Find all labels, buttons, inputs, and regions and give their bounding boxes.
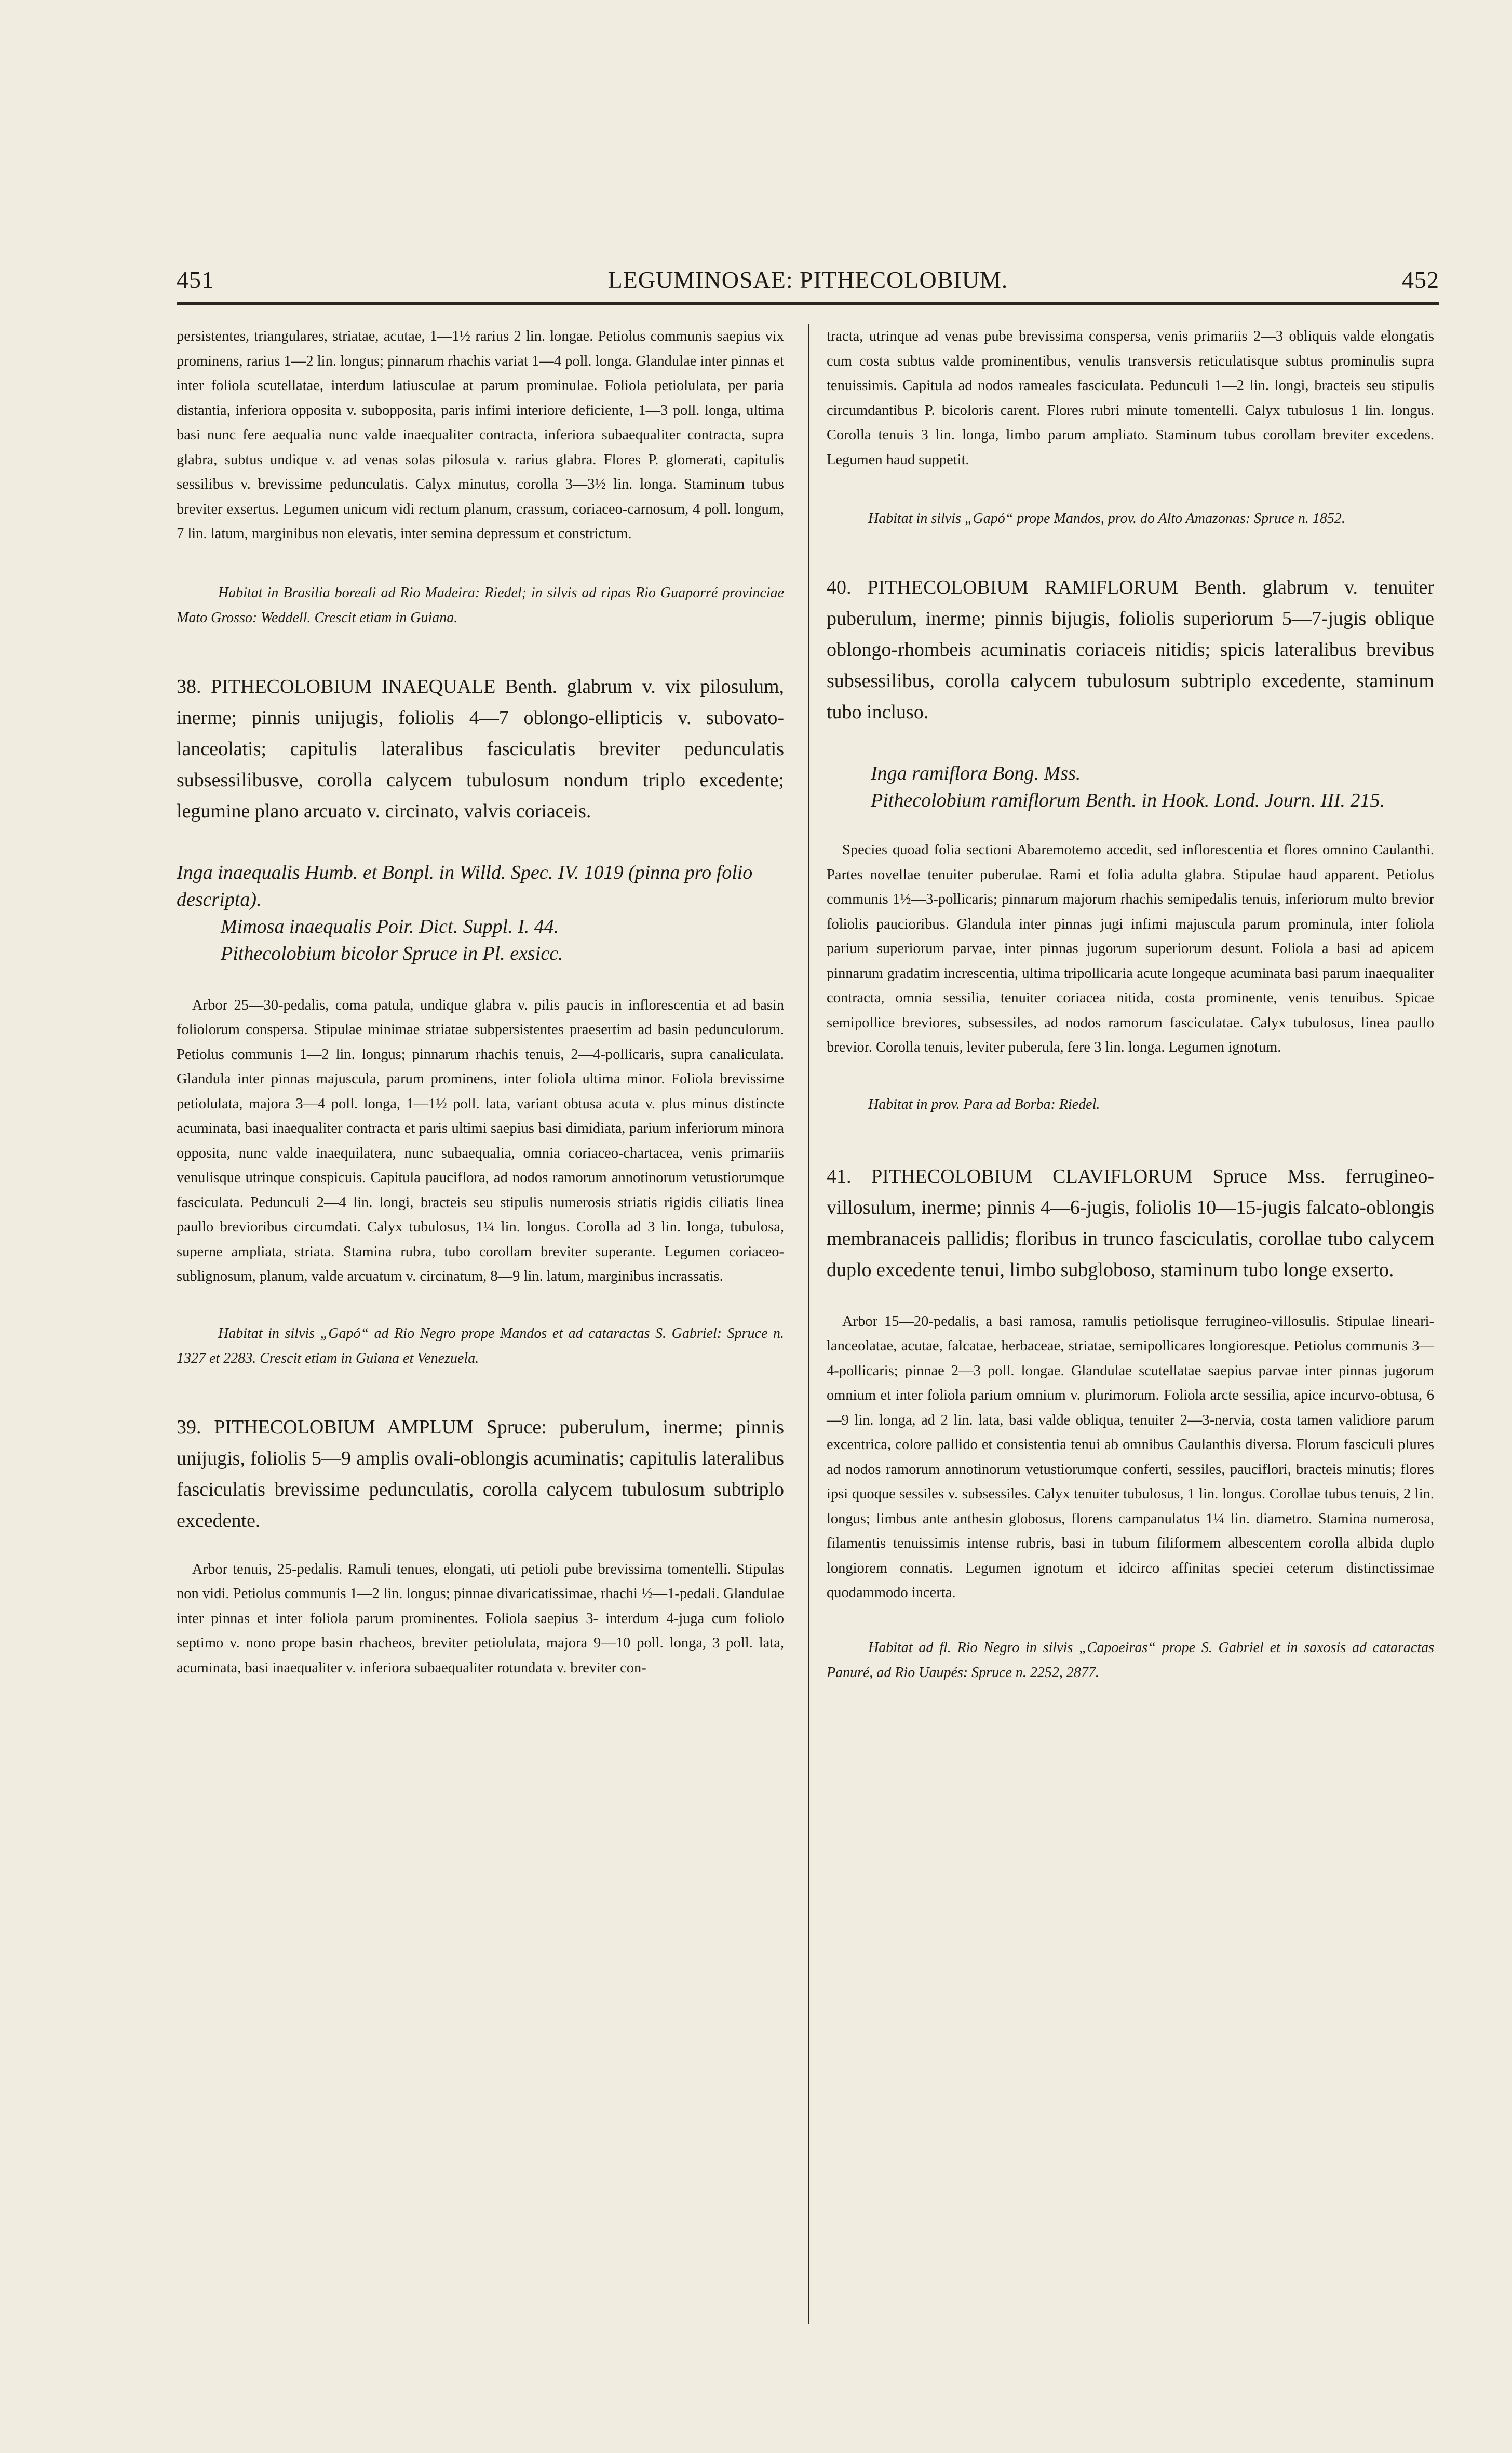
page-header (177, 266, 1439, 302)
habitat-38: Habitat in silvis „Gapó“ ad Rio Negro prope Mandos et ad cataractas S. Gabriel: Spruce n. 1327 et 2283. Crescit etiam in Guiana et Venezuela. (177, 1325, 784, 1366)
synonym: Pithecolobium bicolor Spruce in Pl. exsicc. (221, 942, 563, 964)
species-40-diagnosis: 40. PITHECOLOBIUM RAMIFLORUM Benth. glabrum v. tenuiter puberulum, inerme; pinnis bijugis, foliolis superiorum 5—7-jugis oblique oblongo-rhombeis acuminatis coriaceis nitidis; spicis lateralibus brevibus subsessilibus, corolla calycem tubulosum subtriplo excedente, staminum tubo incluso. (827, 577, 1434, 723)
synonyms-38 (177, 859, 784, 967)
continued-description: persistentes, triangulares, striatae, acutae, 1—1½ rarius 2 lin. longae. Petiolus communis saepius vix prominens, rarius 1—2 lin. longus; pinnarum rhachis variat 1—4 poll. longa. Glandulae inter pinnas et inter foliola scutellatae, interdum latiusculae at parum prominulae. Foliola petiolulata, per paria distantia, inferiora opposita v. subopposita, paris infimi interiore deficiente, 1—3 poll. longa, ultima basi nunc fere aequalia nunc valde inaequaliter contracta, inferiora subaequaliter contracta, supra glabra, subtus undique v. ad venas solas pilosula v. rarius glabra. Flores P. glomerati, capitulis sessilibus v. brevissime pedunculatis. Calyx minutus, corolla 3—3½ lin. longa. Staminum tubus breviter exsertus. Legumen unicum vidi rectum planum, crassum, coriaceo-carnosum, 4 poll. longum, 7 lin. latum, marginibus non elevatis, inter semina depressum et constrictum. (177, 328, 784, 542)
description-41: Arbor 15—20-pedalis, a basi ramosa, ramulis petiolisque ferrugineo-villosulis. Stipulae lineari-lanceolatae, acutae, falcatae, herbaceae, striatae, semipollicares longioresque. Petiolus communis 3—4-pollicaris; pinnae 2—3 poll. longae. Glandulae scutellatae saepius parvae inter pinnas jugorum omnium et inter foliola parium omnium v. plurimorum. Foliola arcte sessilia, apice incurvo-obtusa, 6—9 lin. longa, ad 2 lin. lata, basi valde obliqua, tenuiter 2—3-nervia, costa tamen validiore parum excentrica, colore pallido et consistentia tenui ab omnibus Caulanthis diversa. Florum fasciculi plures ad nodos ramorum annotinorum vetustiorumque conferti, sessiles, pauciflori, bracteis minutis; flores ipsi quoque sessiles v. subsessiles. Calyx tenuiter tubulosus, 1 lin. longus. Corollae tubus tenuis, 2 lin. longus; limbus ante anthesin globosus, florens campanulatus 1¼ lin. diametro. Stamina numerosa, filamentis tenuissimis intense rubris, basi in tubum filiformem albescentem corolla albida duplo longiorem connatis. Legumen ignotum et idcirco affinitas speciei ceterum distinctissimae quodammodo incerta. (827, 1313, 1434, 1601)
description-40: Species quoad folia sectioni Abaremotemo accedit, sed inflorescentia et flores omnino Caulanthi. Partes novellae tenuiter puberulae. Rami et folia adulta glabra. Stipulae haud apparent. Petiolus communis 1½—3-pollicaris; pinnarum majorum rhachis semipedalis tenuis, inferiorum multo brevior foliolis paucioribus. Glandula inter pinnas jugi infimi majuscula parum prominula, inter foliola parium superiorum parvae, inter pinnas jugorum superiorum desunt. Foliola a basi ad apicem pinnarum gradatim increscentia, ultima tripollicaria acute longeque acuminata basi parum inaequaliter contracta, omnia sessilia, tenuiter coriacea nitida, costa prominente, venis tenuibus. Spicae semipollice breviores, subsessiles, ad nodos ramorum fasciculatae. Calyx tubulosus, linea paullo brevior. Corolla tenuis, leviter puberula, fere 3 lin. longa. Legumen ignotum. (827, 842, 1434, 1055)
header-rule (177, 302, 1439, 305)
running-title: LEGUMINOSAE: PITHECOLOBIUM. (608, 266, 1008, 293)
synonyms-40 (827, 760, 1434, 814)
synonym: Pithecolobium ramiflorum Benth. in Hook. Lond. Journ. III. 215. (871, 789, 1385, 811)
species-38-diagnosis: 38. PITHECOLOBIUM INAEQUALE Benth. glabrum v. vix pilosulum, inerme; pinnis unijugis, foliolis 4—7 oblongo-ellipticis v. subovato-lanceolatis; capitulis lateralibus fasciculatis breviter pedunculatis subsessilibusve, corolla calycem tubulosum nondum triplo excedente; legumine plano arcuato v. circinato, valvis coriaceis. (177, 675, 784, 822)
species-41-diagnosis: 41. PITHECOLOBIUM CLAVIFLORUM Spruce Mss. ferrugineo-villosulum, inerme; pinnis 4—6-jugis, foliolis 10—15-jugis falcato-oblongis membranaceis pallidis; floribus in trunco fasciculatis, corollae tubo calycem duplo excedente tenui, limbo subgloboso, staminum tubo longe exserto. (827, 1165, 1434, 1281)
left-column (177, 324, 784, 1680)
habitat-39: Habitat in silvis „Gapó“ prope Mandos, prov. do Alto Amazonas: Spruce n. 1852. (868, 511, 1345, 527)
right-column (827, 324, 1434, 1685)
habitat-41: Habitat ad fl. Rio Negro in silvis „Capoeiras“ prope S. Gabriel et in saxosis ad cataractas Panuré, ad Rio Uaupés: Spruce n. 2252, 2877. (827, 1639, 1434, 1681)
synonym: Mimosa inaequalis Poir. Dict. Suppl. I. 44. (221, 915, 559, 937)
habitat-40: Habitat in prov. Para ad Borba: Riedel. (868, 1096, 1100, 1112)
description-38: Arbor 25—30-pedalis, coma patula, undique glabra v. pilis paucis in inflorescentia et ad basin foliolorum conspersa. Stipulae minimae striatae subpersistentes praesertim ad basin pedunculorum. Petiolus communis 1—2 lin. longus; pinnarum rhachis tenuis, 2—4-pollicaris, supra canaliculata. Glandula inter pinnas majuscula, parum prominens, inter foliola ultima minor. Foliola brevissime petiolulata, majora 3—4 poll. longa, 1—1½ poll. lata, variant obtusa acuta v. plus minus distincte acuminata, basi inaequaliter contracta et paris ultimi saepius basi dimidiata, parium inferiorum minora opposita, nunc valde inaequilatera, nunc subaequalia, omnia coriaceo-chartacea, venis primariis venulisque utrinque conspicuis. Capitula pauciflora, ad nodos ramorum annotinorum vetustiorumque fasciculata. Pedunculi 2—4 lin. longi, bracteis seu stipulis numerosis striatis rigidis ciliatis linea paullo brevioribus circumdati. Calyx tubulosus, 1¼ lin. longus. Corolla ad 3 lin. longa, tubulosa, superne ampliata, striata. Stamina rubra, tubo corollam breviter superante. Legumen coriaceo-sublignosum, planum, valde arcuatum v. circinatum, 8—9 lin. latum, marginibus incrassatis. (177, 997, 784, 1284)
synonym: Inga ramiflora Bong. Mss. (871, 762, 1081, 784)
page-number-left: 451 (177, 266, 214, 293)
column-divider (808, 324, 809, 2324)
species-39-diagnosis: 39. PITHECOLOBIUM AMPLUM Spruce: puberulum, inerme; pinnis unijugis, foliolis 5—9 amplis ovali-oblongis acuminatis; capitulis lateralibus fasciculatis brevissime pedunculatis, corolla calycem tubulosum subtriplo excedente. (177, 1416, 784, 1532)
synonym: Inga inaequalis Humb. et Bonpl. in Willd. Spec. IV. 1019 (pinna pro folio descripta). (177, 861, 753, 910)
habitat-37: Habitat in Brasilia boreali ad Rio Madeira: Riedel; in silvis ad ripas Rio Guaporré provinciae Mato Grosso: Weddell. Crescit etiam in Guiana. (177, 584, 784, 626)
continued-description-39: tracta, utrinque ad venas pube brevissima conspersa, venis primariis 2—3 obliquis valde elongatis cum costa subtus valde prominentibus, venulis transversis reticulatisque subtus prominulis supra tenuissimis. Capitula ad nodos rameales fasciculata. Pedunculi 1—2 lin. longi, bracteis seu stipulis circumdantibus P. bicoloris carent. Flores rubri minute tomentelli. Calyx tubulosus 1 lin. longus. Corolla tenuis 3 lin. longa, limbo parum ampliato. Staminum tubus corollam breviter excedens. Legumen haud suppetit. (827, 328, 1434, 468)
description-39: Arbor tenuis, 25-pedalis. Ramuli tenues, elongati, uti petioli pube brevissima tomentelli. Stipulas non vidi. Petiolus communis 1—2 lin. longus; pinnae divaricatissimae, rhachi ½—1-pedali. Glandulae inter pinnas et inter foliola parum prominentes. Foliola saepius 3- interdum 4-juga cum foliolo septimo v. nono prope basin rhacheos, breviter petiolulata, majora 9—10 poll. longa, 3 poll. lata, acuminata, basi inaequaliter v. inferiora subaequaliter rotundata v. breviter con- (177, 1561, 784, 1676)
page-number-right: 452 (1402, 266, 1439, 293)
